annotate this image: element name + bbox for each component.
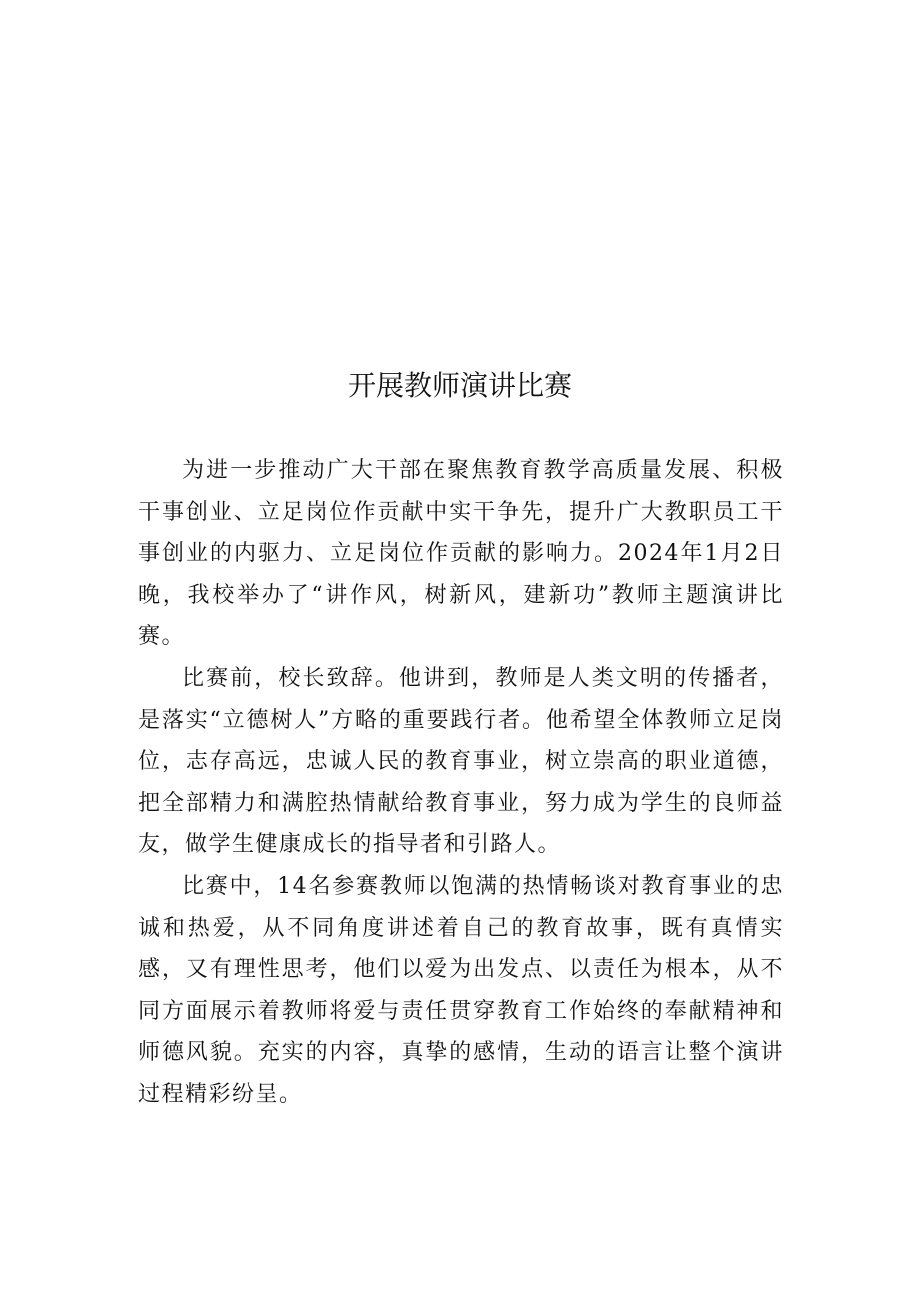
paragraph-competition: 比赛中，14名参赛教师以饱满的热情畅谈对教育事业的忠诚和热爱，从不同角度讲述着自己的教育故事，既有真情实感，又有理性思考，他们以爱为出发点、以责任为根本，从不同方面展示着教师将爱与责任贯穿教育工作始终的奉献精神和师德风貌。充实的内容，真挚的感情，生动的语言让整个演讲过程精彩纷呈。 (138, 873, 784, 1107)
document-title: 开展教师演讲比赛 (347, 369, 572, 402)
document-body (138, 450, 784, 1116)
paragraph-intro: 为进一步推动广大干部在聚焦教育教学高质量发展、积极干事创业、立足岗位作贡献中实干争先，提升广大教职员工干事创业的内驱力、立足岗位作贡献的影响力。2024年1月2日晚，我校举办了“讲作风，树新风，建新功”教师主题演讲比赛。 (138, 458, 784, 650)
paragraph-principal-speech: 比赛前，校长致辞。他讲到，教师是人类文明的传播者，是落实“立德树人”方略的重要践行者。他希望全体教师立足岗位，志存高远，忠诚人民的教育事业，树立崇高的职业道德，把全部精力和满腔热情献给教育事业，努力成为学生的良师益友，做学生健康成长的指导者和引路人。 (138, 665, 784, 858)
